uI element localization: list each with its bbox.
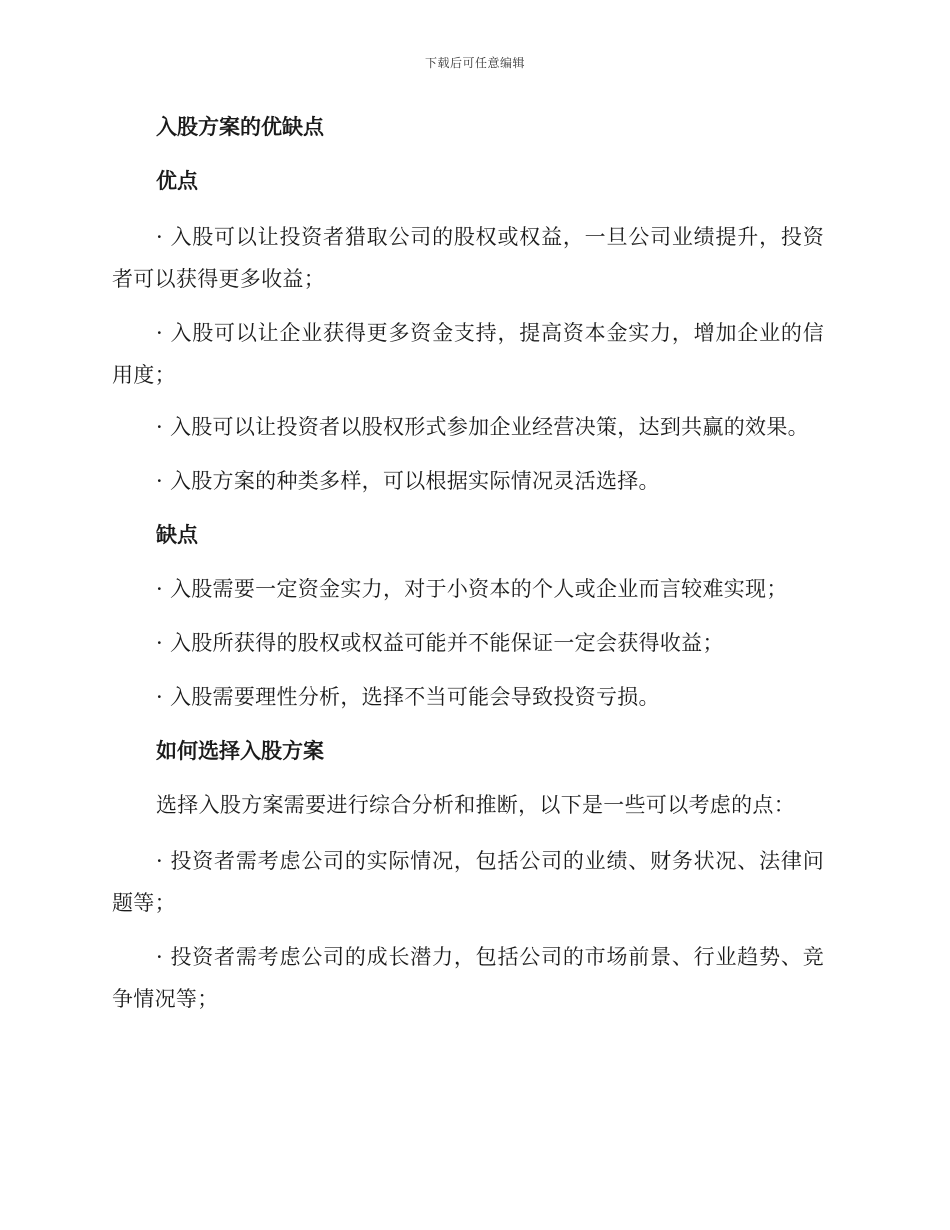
pros-heading: 优点: [156, 169, 198, 193]
choose-heading: 如何选择入股方案: [156, 739, 324, 763]
choose-point-2: · 投资者需考虑公司的成长潜力，包括公司的市场前景、行业趋势、竞争情况等；: [112, 945, 824, 1011]
cons-item-3: · 入股需要理性分析，选择不当可能会导致投资亏损。: [156, 685, 660, 709]
pros-item-3: · 入股可以让投资者以股权形式参加企业经营决策，达到共赢的效果。: [156, 415, 809, 439]
cons-item-1: · 入股需要一定资金实力，对于小资本的个人或企业而言较难实现；: [156, 577, 788, 601]
cons-heading: 缺点: [156, 523, 198, 547]
choose-point-1: · 投资者需考虑公司的实际情况，包括公司的业绩、财务状况、法律问题等；: [112, 849, 824, 915]
pros-item-1: · 入股可以让投资者猎取公司的股权或权益，一旦公司业绩提升，投资者可以获得更多收益；: [112, 225, 824, 291]
pros-item-2: · 入股可以让企业获得更多资金支持，提高资本金实力，增加企业的信用度；: [112, 321, 824, 387]
document-body: [112, 108, 824, 1032]
cons-item-2: · 入股所获得的股权或权益可能并不能保证一定会获得收益；: [156, 631, 724, 655]
section-title: 入股方案的优缺点: [156, 115, 324, 139]
choose-intro: 选择入股方案需要进行综合分析和推断，以下是一些可以考虑的点：: [156, 793, 795, 817]
page-header: 下载后可任意编辑: [424, 56, 525, 70]
pros-item-4: · 入股方案的种类多样，可以根据实际情况灵活选择。: [156, 469, 660, 493]
